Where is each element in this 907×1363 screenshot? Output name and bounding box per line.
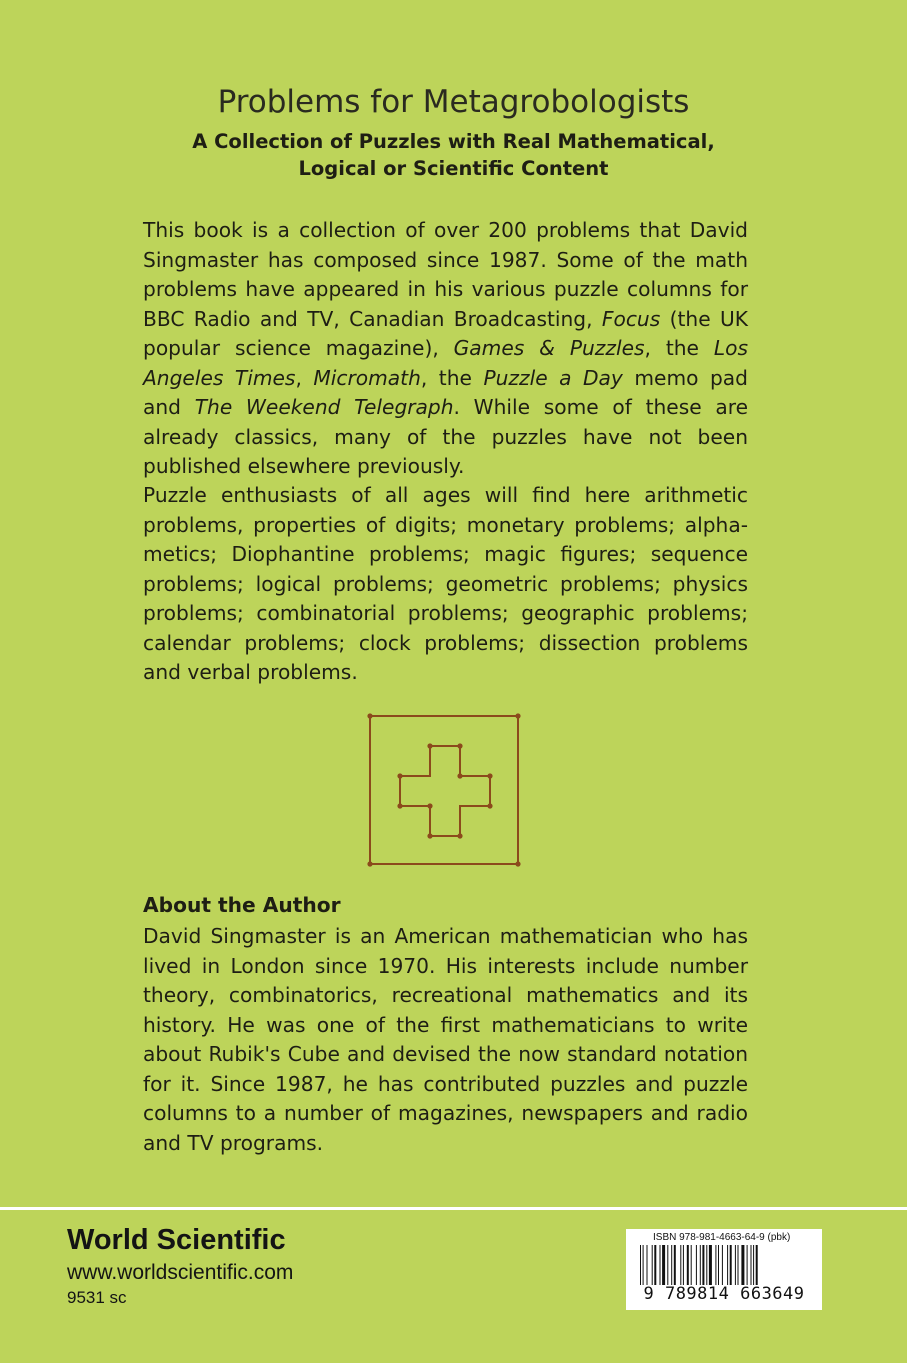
figure-dot — [427, 743, 432, 748]
barcode-bar — [683, 1245, 684, 1285]
barcode-bar — [700, 1245, 701, 1285]
barcode-bar — [654, 1245, 656, 1285]
description-paragraph-1 — [143, 216, 748, 482]
barcode-bar — [738, 1245, 739, 1285]
p1-italic-focus: Focus — [601, 306, 661, 331]
about-author-heading: About the Author — [143, 893, 341, 917]
barcode-bar — [706, 1245, 707, 1285]
isbn-label: ISBN 978-981-4663-64-9 (pbk) — [653, 1232, 791, 1243]
barcode-bar — [643, 1245, 644, 1285]
figure-dot — [427, 833, 432, 838]
book-subtitle — [0, 128, 907, 182]
about-author-text: David Singmaster is an American mathematician who has lived in London since 1970. His interests include number theory, combinatorics, recreational mathematics and its history. He was one of the first mathematicians to write about Rubik's Cube and devised the now standard notation for it. Since 1987, he has contributed puzzles and puzzle columns to a number of magazines, newspapers and radio and TV programs. — [143, 924, 748, 1155]
barcode-bar — [722, 1245, 723, 1285]
publisher-website: www.worldscientific.com — [67, 1261, 294, 1284]
barcode-bar — [751, 1245, 752, 1285]
p1-italic-telegraph: The Weekend Telegraph — [194, 395, 454, 419]
figure-outer-square — [370, 716, 518, 864]
description-paragraph-2: Puzzle enthusiasts of all ages will find here arithmetic problems, properties of digits; monetary problems; alphametics; Diophantine problems; magic figures; sequence problems; logical problems; geometric problems; physics problems; combinatorial problems; geographic problems; calendar problems; clock problems; dissection problems and verbal problems. — [143, 483, 748, 684]
p1-italic-games: Games & Puzzles — [453, 336, 645, 360]
subtitle-line-1: A Collection of Puzzles with Real Mathematical, — [192, 130, 715, 153]
barcode — [626, 1245, 822, 1285]
figure-dot — [457, 743, 462, 748]
barcode-bar — [671, 1245, 672, 1285]
figure-dot — [457, 773, 462, 778]
p1-text-c: , the — [644, 336, 714, 360]
barcode-bar — [702, 1245, 704, 1285]
barcode-bar — [747, 1245, 748, 1285]
p1-italic-pad: Puzzle a Day — [483, 365, 623, 390]
p1-text-a: This book is a collection of over 200 problems that David Singmaster has composed since 1987. Some of the math problems have appeared in his various puzzle columns for BBC Radio and TV, Canadian Broadcasting, — [143, 218, 748, 331]
p1-text-e: , the — [420, 365, 484, 390]
barcode-bar — [687, 1245, 689, 1285]
barcode-bar — [735, 1245, 736, 1285]
p1-italic-micromath: Micromath — [313, 365, 421, 390]
barcode-bar — [709, 1245, 712, 1285]
barcode-bar — [647, 1245, 648, 1285]
product-code: 9531 sc — [67, 1288, 127, 1307]
publisher-name: World Scientific — [67, 1224, 286, 1256]
barcode-bar — [741, 1245, 744, 1285]
barcode-bar — [680, 1245, 681, 1285]
barcode-bar — [727, 1245, 728, 1285]
barcode-bar — [718, 1245, 719, 1285]
figure-dot — [487, 773, 492, 778]
figure-dot — [427, 803, 432, 808]
barcode-bar — [756, 1245, 758, 1285]
barcode-panel — [626, 1229, 822, 1310]
barcode-bar — [753, 1245, 754, 1285]
p1-text-g: . While some of these are already classics, many of the puzzles have not been published elsewhere previously. — [143, 395, 748, 478]
p1-text-d: , — [295, 365, 314, 390]
figure-dot — [457, 833, 462, 838]
figure-dot — [367, 861, 372, 866]
puzzle-figure — [360, 706, 530, 876]
p1-italic-lat: Los Angeles Times — [143, 336, 749, 390]
figure-cross — [400, 746, 490, 836]
figure-dot — [397, 803, 402, 808]
barcode-bar — [652, 1245, 653, 1285]
figure-dot — [367, 713, 372, 718]
isbn-digits: 9 789814 663649 — [643, 1284, 805, 1304]
figure-dot — [397, 773, 402, 778]
p1-text-f: memo pad and — [143, 365, 748, 419]
barcode-bar — [640, 1245, 641, 1285]
p1-text-b: (the UK popular science magazine), — [143, 306, 748, 360]
barcode-bar — [730, 1245, 732, 1285]
barcode-bar — [715, 1245, 716, 1285]
subtitle-line-2: Logical or Scientific Content — [298, 157, 609, 180]
barcode-bar — [662, 1245, 665, 1285]
figure-dot — [487, 803, 492, 808]
figure-dot — [515, 713, 520, 718]
figure-dot — [515, 861, 520, 866]
book-title: Problems for Metagrobologists — [217, 84, 690, 120]
barcode-bar — [696, 1245, 697, 1285]
barcode-bar — [660, 1245, 661, 1285]
barcode-bar — [667, 1245, 668, 1285]
barcode-bar — [674, 1245, 676, 1285]
barcode-bar — [691, 1245, 692, 1285]
